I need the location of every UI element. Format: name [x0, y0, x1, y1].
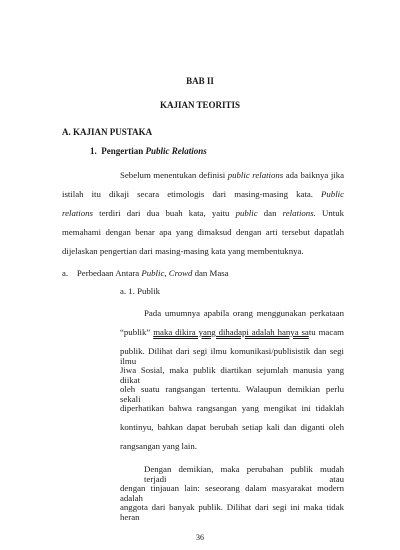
para2-line6: diperhatikan bahwa rangsangan yang mengikat ini tidaklah	[120, 403, 344, 413]
subsection-italic: Public Relations	[145, 146, 207, 156]
item-a-label: a.	[62, 268, 69, 278]
para2-line4: Jiwa Sosial, maka publik diartikan sejumlah manusia yang diikat	[120, 365, 344, 385]
para3-line1: Dengan demikian, maka perubahan publik mudah terjadi atau	[144, 464, 344, 484]
section-heading: A. KAJIAN PUSTAKA	[62, 127, 153, 137]
chapter-label: BAB II	[186, 76, 214, 86]
para1-line1: Sebelum menentukan definisi public relations ada baiknya jika	[120, 170, 345, 180]
para2-line1: Pada umumnya apabila orang menggunakan perkataan	[144, 308, 344, 318]
para1-line2: istilah itu dikaji secara etimologis dari masing-masing kata. Public	[62, 189, 344, 199]
para1-line5: dijelaskan pengertian dari masing-masing kata yang membentuknya.	[62, 246, 304, 256]
chapter-title: KAJIAN TEORITIS	[159, 100, 241, 110]
subsection-prefix: Pengertian	[101, 146, 146, 156]
para2-line8: rangsangan yang lain.	[120, 441, 197, 451]
para2-line2: “publik” maka dikira yang dihadapi adalah hanya satu macam	[120, 327, 344, 337]
para2-line5: oleh suatu rangsangan tertentu. Walaupun demikian perlu sekali	[120, 384, 344, 404]
item-a1: a. 1. Publik	[120, 286, 161, 296]
para1-line4: memahami dengan benar apa yang dimaksud dengan arti tersebut dapatlah	[62, 227, 344, 237]
page-number: 36	[196, 533, 204, 542]
subsection-heading	[90, 146, 207, 156]
para1-line3: relations terdiri dari dua buah kata, yaitu public dan relations. Untuk	[62, 208, 344, 218]
para3-line2: dengan tinjauan lain: seseorang dalam masyarakat modern adalah	[120, 483, 344, 503]
para2-line7: kontinyu, bahkan dapat berubah setiap kali dan diganti oleh	[120, 422, 344, 432]
subsection-number: 1.	[90, 146, 97, 156]
item-a: a. Perbedaan Antara Public, Crowd dan Masa	[62, 268, 229, 278]
para2-line3: publik. Dilihat dari segi ilmu komunikasi/publisistik dan segi ilmu	[120, 346, 344, 366]
para3-line3: anggota dari banyak publik. Dilihat dari segi ini maka tidak heran	[120, 502, 344, 522]
